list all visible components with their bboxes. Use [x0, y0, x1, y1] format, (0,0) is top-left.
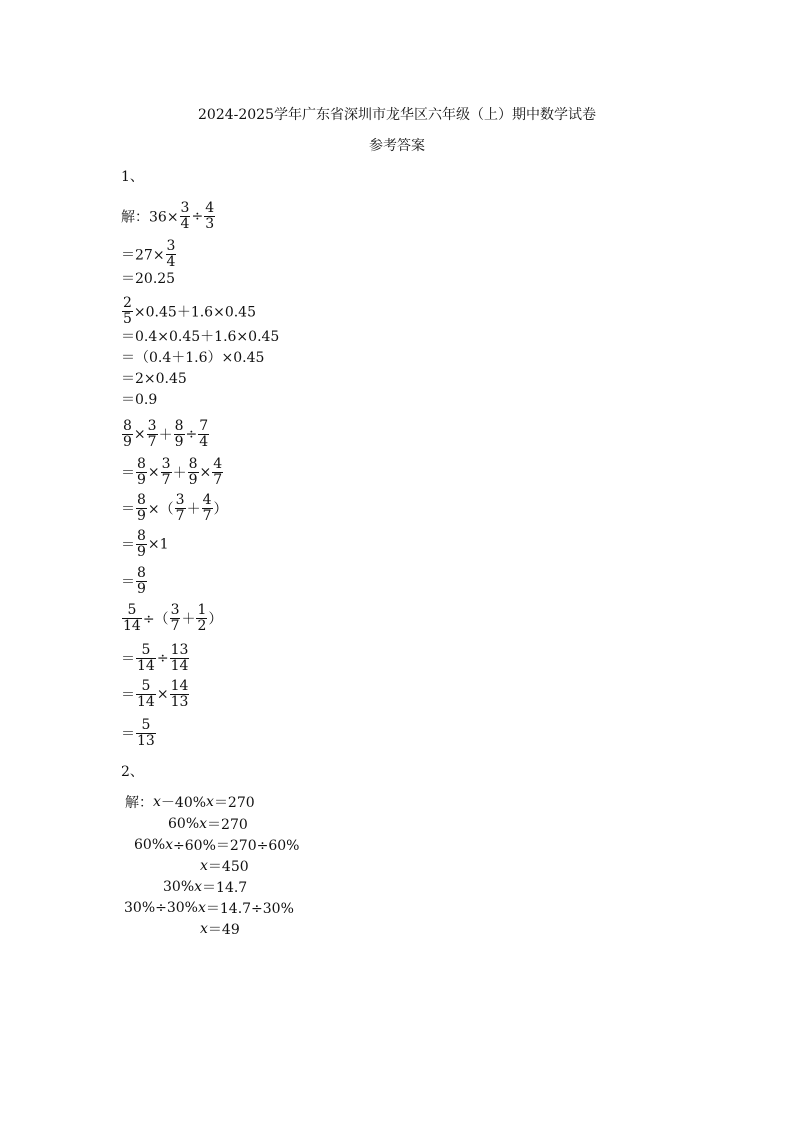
math-variable: x — [153, 794, 161, 810]
fraction — [136, 566, 147, 597]
math-variable: x — [197, 900, 206, 916]
question-2-number: 2、 — [121, 764, 144, 780]
fraction — [166, 239, 177, 270]
math-text: ÷ — [185, 426, 198, 443]
math-line — [121, 326, 279, 348]
fraction-numerator: 3 — [170, 602, 180, 618]
math-variable: x — [200, 858, 208, 874]
fraction-denominator: 14 — [137, 658, 155, 674]
fraction-numerator: 13 — [170, 642, 189, 658]
fraction-denominator: 13 — [170, 694, 189, 710]
fraction-numerator: 8 — [137, 492, 146, 508]
fraction — [174, 419, 185, 450]
fraction — [122, 296, 133, 327]
fraction-numerator: 5 — [122, 603, 142, 619]
fraction-numerator: 8 — [174, 418, 184, 434]
math-variable: x — [200, 921, 208, 937]
math-line — [124, 898, 294, 920]
math-text: × — [199, 464, 212, 481]
math-text: 60% — [134, 837, 166, 853]
fraction — [136, 679, 156, 710]
fraction-denominator: 9 — [137, 581, 146, 597]
math-line — [121, 492, 228, 524]
math-line — [121, 456, 224, 488]
math-text: 60% — [168, 816, 200, 832]
math-text: ÷（ — [142, 611, 169, 628]
math-text: ＝49 — [207, 922, 240, 938]
math-line — [121, 528, 169, 560]
fraction-denominator: 4 — [166, 254, 176, 270]
math-line — [121, 717, 157, 749]
math-text: × — [156, 686, 169, 703]
math-text: 解：36× — [121, 209, 179, 226]
fraction-denominator: 7 — [161, 472, 171, 488]
math-line — [121, 238, 177, 270]
math-text: ＝2×0.45 — [121, 371, 187, 387]
math-text: ＝14.7 — [202, 880, 248, 896]
math-text: ＝ — [121, 687, 135, 704]
math-line — [121, 295, 256, 327]
fraction-numerator: 3 — [147, 418, 157, 434]
fraction-numerator: 3 — [166, 238, 176, 254]
fraction-numerator: 5 — [136, 679, 156, 695]
fraction-denominator: 9 — [174, 434, 184, 450]
math-line — [121, 602, 223, 634]
fraction-denominator: 3 — [205, 216, 215, 232]
fraction — [170, 679, 190, 710]
math-line — [121, 678, 190, 710]
fraction — [122, 419, 133, 450]
math-text: ＋ — [181, 611, 196, 628]
fraction-numerator: 8 — [137, 528, 146, 544]
fraction-denominator: 4 — [199, 434, 209, 450]
fraction — [196, 603, 207, 634]
math-variable: x — [199, 816, 208, 832]
math-text: 30% — [163, 879, 195, 895]
fraction-numerator: 5 — [136, 718, 156, 734]
fraction-denominator: 14 — [137, 694, 155, 710]
math-line — [121, 565, 148, 597]
fraction — [180, 201, 191, 232]
math-text: ＝0.9 — [121, 392, 158, 408]
math-line — [168, 814, 248, 836]
math-text: ＝（0.4＋1.6）×0.45 — [121, 350, 265, 366]
math-line — [200, 856, 249, 878]
fraction — [188, 457, 199, 488]
fraction-denominator: 4 — [180, 216, 190, 232]
page-title: 2024-2025学年广东省深圳市龙华区六年级（上）期中数学试卷 — [198, 107, 596, 123]
fraction-numerator: 14 — [170, 678, 189, 694]
math-text: ） — [213, 501, 228, 518]
fraction-denominator: 9 — [123, 434, 132, 450]
fraction-numerator: 4 — [205, 200, 215, 216]
fraction — [136, 457, 147, 488]
math-text: ＝270 — [213, 795, 255, 811]
fraction-denominator: 7 — [213, 472, 223, 488]
math-line — [121, 389, 157, 411]
math-text: 解： — [125, 795, 153, 811]
math-variable: x — [206, 794, 214, 810]
fraction-numerator: 8 — [137, 456, 146, 472]
math-text: －40% — [160, 795, 207, 811]
math-line — [121, 418, 210, 450]
fraction-denominator: 7 — [175, 508, 185, 524]
fraction-numerator: 4 — [202, 492, 212, 508]
math-text: ×1 — [147, 536, 169, 553]
math-text: ÷60%＝270÷60% — [173, 838, 300, 854]
fraction — [136, 643, 156, 674]
math-text: ＝ — [121, 465, 135, 482]
math-line — [134, 835, 299, 857]
math-text: ＝0.4×0.45＋1.6×0.45 — [121, 329, 280, 345]
fraction-denominator: 7 — [202, 508, 212, 524]
fraction-numerator: 3 — [161, 456, 171, 472]
math-text: × — [133, 426, 146, 443]
fraction-denominator: 7 — [147, 434, 157, 450]
fraction-denominator: 9 — [137, 472, 146, 488]
fraction — [147, 419, 158, 450]
math-text: × — [147, 464, 160, 481]
math-text: 30%÷30% — [124, 900, 198, 916]
fraction-numerator: 8 — [137, 565, 146, 581]
fraction-denominator: 2 — [197, 618, 207, 634]
math-text: ＝ — [121, 651, 135, 668]
fraction-numerator: 8 — [123, 418, 132, 434]
math-text: ＝27× — [121, 247, 165, 264]
math-text: ） — [208, 611, 223, 628]
math-text: ＝20.25 — [121, 271, 176, 287]
fraction-numerator: 2 — [123, 295, 132, 311]
fraction — [202, 493, 213, 524]
fraction-denominator: 9 — [188, 472, 198, 488]
fraction — [198, 419, 209, 450]
math-line — [121, 368, 187, 390]
fraction-denominator: 14 — [123, 618, 141, 634]
math-text: ＝ — [121, 574, 135, 591]
fraction-denominator: 14 — [170, 658, 189, 674]
math-text: ×（ — [147, 501, 174, 518]
fraction — [212, 457, 223, 488]
math-line — [121, 347, 264, 369]
fraction-numerator: 5 — [136, 643, 156, 659]
question-1-number: 1、 — [121, 169, 144, 185]
fraction-numerator: 7 — [199, 418, 209, 434]
math-text: ＝270 — [207, 817, 248, 833]
math-variable: x — [194, 879, 203, 895]
math-text: ÷ — [191, 208, 204, 225]
math-variable: x — [165, 837, 174, 853]
fraction-numerator: 3 — [180, 200, 190, 216]
math-line — [125, 792, 255, 814]
math-text: ＋ — [186, 501, 201, 518]
fraction — [136, 529, 147, 560]
fraction — [175, 493, 186, 524]
math-line — [121, 200, 216, 232]
fraction-denominator: 5 — [123, 311, 132, 327]
fraction — [161, 457, 172, 488]
fraction — [170, 603, 181, 634]
math-text: ×0.45＋1.6×0.45 — [133, 304, 256, 321]
fraction — [204, 201, 215, 232]
fraction-denominator: 7 — [170, 618, 180, 634]
fraction — [122, 603, 142, 634]
math-line — [121, 642, 190, 674]
math-text: ＝ — [121, 537, 135, 554]
fraction-denominator: 9 — [137, 508, 146, 524]
fraction-numerator: 3 — [175, 492, 185, 508]
fraction — [136, 718, 156, 749]
fraction-denominator: 13 — [137, 733, 155, 749]
fraction-numerator: 8 — [188, 456, 198, 472]
math-text: ＝ — [121, 726, 135, 743]
page-subtitle: 参考答案 — [369, 138, 425, 154]
math-text: ＋ — [158, 427, 173, 444]
fraction — [136, 493, 147, 524]
fraction-denominator: 9 — [137, 544, 146, 560]
math-line — [200, 919, 240, 941]
math-text: ＋ — [172, 465, 187, 482]
fraction-numerator: 4 — [213, 456, 223, 472]
fraction — [170, 643, 190, 674]
math-line — [163, 877, 247, 899]
math-text: ＝450 — [207, 859, 249, 875]
math-line — [121, 268, 175, 290]
math-text: ＝ — [121, 501, 135, 518]
math-text: ÷ — [156, 650, 169, 667]
fraction-numerator: 1 — [197, 602, 207, 618]
math-text: ＝14.7÷30% — [205, 901, 294, 917]
